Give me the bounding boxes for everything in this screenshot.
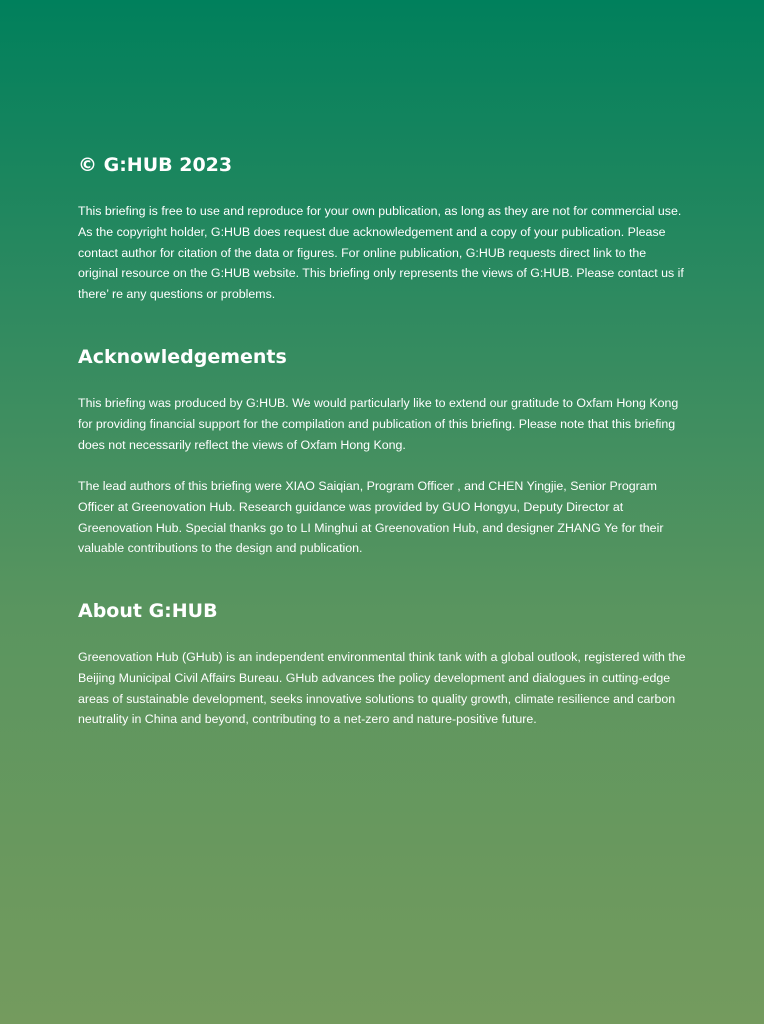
copyright-paragraph: This briefing is free to use and reproduce for your own publication, as long as they are not for commercial use. As the copyright holder, G:HUB does request due acknowledgement and a copy of your publication. Please contact author for citation of the data or figures. For online publication, G:HUB requests direct link to the original resource on the G:HUB website. This briefing only represents the views of G:HUB. Please contact us if there’ re any questions or problems. [78, 204, 684, 302]
acknowledgements-paragraph-1: This briefing was produced by G:HUB. We would particularly like to extend our gratitude to Oxfam Hong Kong for providing financial support for the compilation and publication of this briefing. Please note that this briefing does not necessarily reflect the views of Oxfam Hong Kong. [78, 396, 679, 452]
acknowledgements-paragraph-2: The lead authors of this briefing were XIAO Saiqian, Program Officer , and CHEN Yingjie, Senior Program Officer at Greenovation Hub. Research guidance was provided by GUO Hongyu, Deputy Director at Greenovation Hub. Special thanks go to LI Minghui at Greenovation Hub, and designer ZHANG Ye for their valuable contributions to the design and publication. [78, 479, 664, 556]
about-heading: About G:HUB [78, 600, 218, 622]
acknowledgements-heading: Acknowledgements [78, 346, 287, 368]
about-paragraph: Greenovation Hub (GHub) is an independent environmental think tank with a global outlook, registered with the Beijing Municipal Civil Affairs Bureau. GHub advances the policy development and dialogues in cutting-edge areas of sustainable development, seeks innovative solutions to quality growth, climate resilience and carbon neutrality in China and beyond, contributing to a net-zero and nature-positive future. [78, 650, 686, 727]
copyright-heading: © G:HUB 2023 [78, 154, 233, 176]
